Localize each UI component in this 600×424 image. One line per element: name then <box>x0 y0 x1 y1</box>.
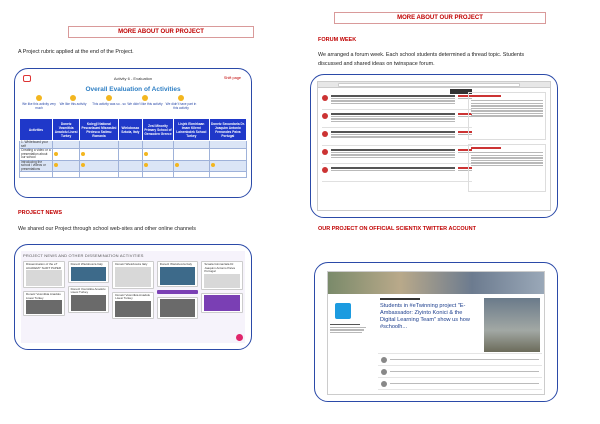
avatar[interactable] <box>334 302 352 320</box>
smiley-icon <box>54 163 58 167</box>
board-card[interactable]: Scoala Gimnaziala Dr. Joaquim Antonio Paiva Portugal <box>201 261 243 290</box>
smiley-icon <box>36 95 42 101</box>
right-header: MORE ABOUT OUR PROJECT <box>334 12 546 24</box>
twitter-profile <box>330 296 374 392</box>
row-label: Creating a video or a presentation about our school <box>21 148 51 159</box>
row-label: 1. Whiteboard your self <box>20 141 53 149</box>
board-card[interactable]: Donetz Wielobosza Italy <box>157 261 199 287</box>
forum-post[interactable] <box>322 110 472 128</box>
board-card[interactable]: Donetz Wielobosza Italy <box>68 261 110 283</box>
smiley-icon <box>54 152 58 156</box>
board-card[interactable] <box>201 293 243 313</box>
table-row <box>20 141 247 149</box>
smiley-icon <box>81 163 85 167</box>
rating-face <box>55 95 91 106</box>
add-post-button[interactable] <box>236 334 243 341</box>
rubric-activity-label: Activity 6 - Evaluation <box>113 76 153 81</box>
forum-week-title: FORUM WEEK <box>318 37 357 43</box>
rubric-table <box>19 118 247 178</box>
smiley-icon <box>178 95 184 101</box>
col-header: Lisjek Ekmirkaan Imam Kilerni Lainenbolek School Turkey <box>173 119 209 141</box>
rubric-intro: A Project rubric applied at the end of the Project. <box>18 49 134 55</box>
twitter-timeline <box>378 296 542 392</box>
rating-label: We didn't like this activity <box>127 102 163 106</box>
address-bar <box>338 83 520 87</box>
forum-frame <box>310 74 558 218</box>
smiley-icon <box>175 163 179 167</box>
forum-post[interactable] <box>322 92 472 110</box>
table-row <box>20 160 247 172</box>
board-card[interactable]: Donetz Vosmitkia Anadolu Lisesi Turkey <box>23 291 65 316</box>
twitter-banner <box>328 272 544 294</box>
forum-screenshot <box>317 81 551 211</box>
tweet-reply[interactable] <box>378 378 542 390</box>
rating-face <box>127 95 163 106</box>
smiley-icon <box>106 95 112 101</box>
col-header: Kolegjl National Pescarlaumi Miseaslini Pirdescu Satimu Romania <box>80 119 118 141</box>
tweet[interactable] <box>378 296 542 354</box>
forum-thread-list <box>322 92 472 206</box>
rating-scale <box>19 95 247 117</box>
tweet-text: Students in #eTwinning project "E-Ambassador: Ziyinto Konici & the Digital Learning Team" show us how #schoolh... <box>380 303 470 330</box>
project-news-title: PROJECT NEWS <box>18 210 63 216</box>
forum-week-text-2: discussed and shared ideas on twinspace forum. <box>318 61 435 67</box>
rating-face <box>163 95 199 110</box>
table-row <box>20 172 247 178</box>
all-forum-posts-box <box>468 144 546 192</box>
col-header: Donetz Secundaria Dr. Joaquim Antonio Fernandes Paiva Portugal <box>209 119 246 141</box>
smiley-icon <box>81 152 85 156</box>
forum-post[interactable] <box>322 164 472 182</box>
rating-label: We like this activity <box>59 102 87 106</box>
rating-label: We didn't have part in this activity <box>165 102 197 110</box>
col-header: Activities <box>20 119 53 141</box>
forum-post[interactable] <box>322 128 472 146</box>
browser-bar <box>318 82 550 88</box>
col-header: Wielobosza Szkola, Italy <box>118 119 142 141</box>
col-header: Zesl Minority Primary School of Gensoden Greece <box>143 119 174 141</box>
board-card[interactable]: Donetz Wielobosza Italy <box>112 261 154 289</box>
rubric-next-link[interactable]: Shift page <box>223 76 241 80</box>
twitter-screenshot <box>327 271 545 395</box>
smiley-icon <box>70 95 76 101</box>
rubric-frame <box>14 68 252 198</box>
dissemination-frame <box>14 244 252 350</box>
board-card[interactable]: Dissemination of the eT ACADEMY SHIFT PAPER <box>23 261 65 288</box>
dissemination-title: PROJECT NEWS AND OTHER DISSEMINATION ACTIVITIES <box>23 253 144 258</box>
forum-sidebar <box>468 92 546 206</box>
rating-label: This activity was so - so <box>92 102 126 106</box>
project-news-text: We shared our Project through school web-sites and other online channels <box>18 226 196 232</box>
forum-post[interactable] <box>322 146 472 164</box>
tweet-reply[interactable] <box>378 366 542 378</box>
left-header: MORE ABOUT OUR PROJECT <box>68 26 254 38</box>
tweet-image[interactable] <box>484 298 540 352</box>
col-header: Donetz Vosmitkia Anadolu Lisesi Turkey <box>53 119 80 141</box>
twitter-title: OUR PROJECT ON OFFICIAL SCIENTIX TWITTER ACCOUNT <box>318 226 476 232</box>
rating-face <box>91 95 127 106</box>
rating-label: We like this activity very much <box>22 102 56 110</box>
dissemination-board <box>21 251 245 343</box>
rubric-heading: Overall Evaluation of Activities <box>85 86 181 93</box>
board-card[interactable]: Donetz Vosmitkia Anadolu Lisesi Turkey <box>68 286 110 313</box>
board-card[interactable] <box>157 297 199 319</box>
smiley-icon <box>211 163 215 167</box>
latest-posts-box <box>468 92 546 140</box>
rubric-screenshot <box>19 73 247 193</box>
rating-face <box>21 95 57 110</box>
smiley-icon <box>144 152 148 156</box>
table-row <box>20 149 247 161</box>
row-label: Introducing the school / videos or presentations <box>20 160 53 172</box>
board-card[interactable]: Donetz Vosmitkia Anadolu Lisesi Turkey <box>112 292 154 319</box>
smiley-icon <box>142 95 148 101</box>
forum-week-text-1: We arranged a forum week. Each school students determined a thread topic. Students <box>318 52 525 58</box>
smiley-icon <box>144 163 148 167</box>
twitter-frame <box>314 262 558 402</box>
tweet-reply[interactable] <box>378 354 542 366</box>
